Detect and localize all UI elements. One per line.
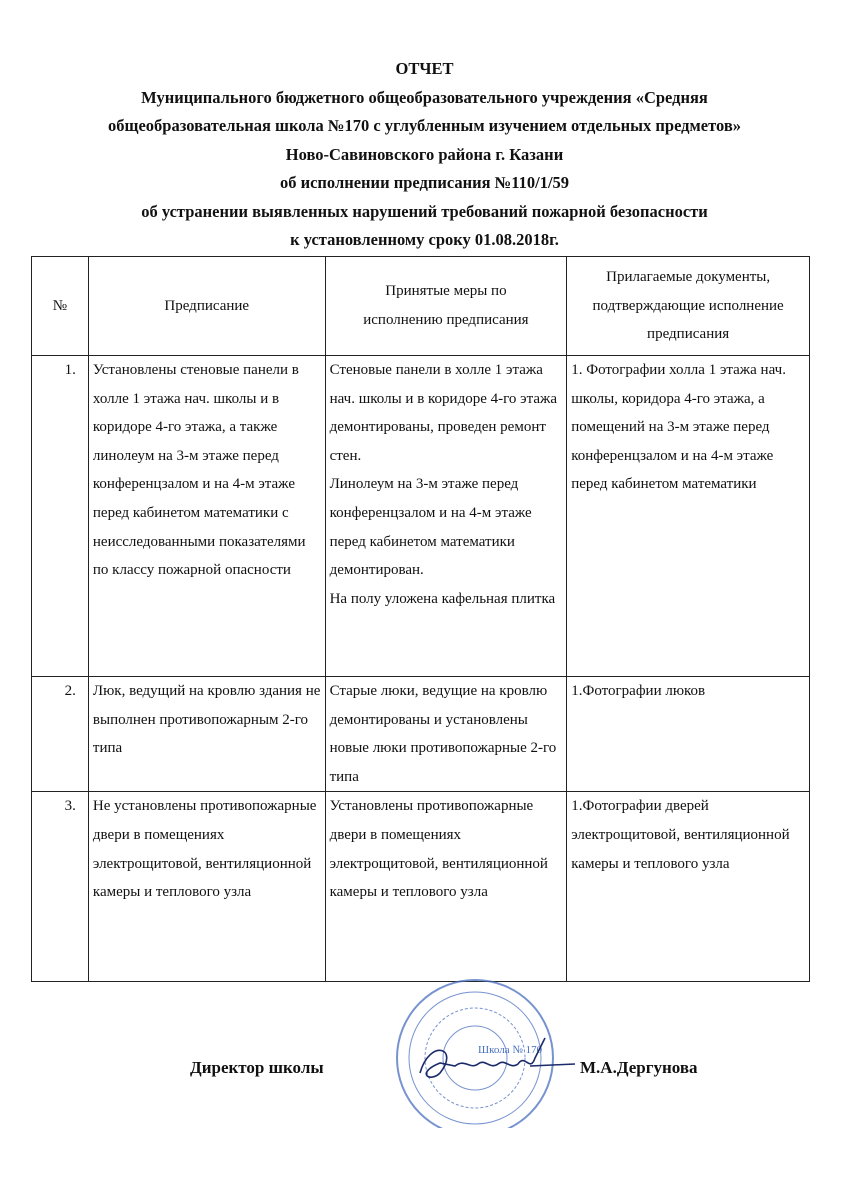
header-line: об устранении выявленных нарушений требований пожарной безопасности xyxy=(141,201,708,221)
documents-cell: 1.Фотографии дверей электрощитовой, вентиляционной камеры и теплового узла xyxy=(567,792,810,982)
column-header: Принятые меры по исполнению предписания xyxy=(325,257,567,356)
column-header: Предписание xyxy=(88,257,325,356)
table-row xyxy=(32,677,810,792)
report-table xyxy=(31,256,810,982)
measures-cell xyxy=(325,356,567,677)
header-line: Ново-Савиновского района г. Казани xyxy=(285,144,564,164)
signature-position: Директор школы xyxy=(190,1058,324,1077)
measures-cell xyxy=(325,677,567,792)
row-number: 1. xyxy=(32,356,89,677)
row-number: 3. xyxy=(32,792,89,982)
measures-cell xyxy=(325,792,567,982)
table-row xyxy=(32,792,810,982)
stamp-text: Школа № 170 xyxy=(478,1044,543,1056)
order-cell: Люк, ведущий на кровлю здания не выполнен противопожарным 2-го типа xyxy=(88,677,325,792)
measure-text: На полу уложена кафельная плитка xyxy=(329,590,556,607)
header-line: Муниципального бюджетного общеобразовательного учреждения «Средняя xyxy=(141,87,708,107)
header-line: общеобразовательная школа №170 с углубленным изучением отдельных предметов» xyxy=(108,116,741,135)
measure-text: Линолеум на 3-м этаже перед конференцзалом и на 4-м этаже перед кабинетом математики демонтирован. xyxy=(329,476,532,579)
signature-name: М.А.Дергунова xyxy=(580,1058,698,1077)
table-header-row xyxy=(32,257,810,356)
header-title: ОТЧЕТ xyxy=(395,59,454,78)
official-stamp xyxy=(370,978,580,1128)
measure-text: Установлены противопожарные двери в помещениях электрощитовой, вентиляционной камеры и теплового узла xyxy=(329,798,548,901)
report-header xyxy=(0,55,849,255)
column-header: № xyxy=(32,257,89,356)
row-number: 2. xyxy=(32,677,89,792)
table-row xyxy=(32,356,810,677)
documents-cell: 1. Фотографии холла 1 этажа нач. школы, коридора 4-го этажа, а помещений на 3-м этаже перед конференцзалом и на 4-м этаже перед кабинетом математики xyxy=(567,356,810,677)
order-cell: Установлены стеновые панели в холле 1 этажа нач. школы и в коридоре 4-го этажа, а также линолеум на 3-м этаже перед конференцзалом и на 4-м этаже перед кабинетом математики с неисследованными показателями по классу пожарной опасности xyxy=(88,356,325,677)
header-line: об исполнении предписания №110/1/59 xyxy=(279,173,570,192)
measure-text: Старые люки, ведущие на кровлю демонтированы и установлены новые люки противопожарные 2-го типа xyxy=(329,683,557,785)
order-cell: Не установлены противопожарные двери в помещениях электрощитовой, вентиляционной камеры и теплового узла xyxy=(88,792,325,982)
column-header: Прилагаемые документы, подтверждающие исполнение предписания xyxy=(567,257,810,356)
documents-cell: 1.Фотографии люков xyxy=(567,677,810,792)
measure-text: Стеновые панели в холле 1 этажа нач. школы и в коридоре 4-го этажа демонтированы, проведен ремонт стен. xyxy=(329,362,557,464)
header-line: к установленному сроку 01.08.2018г. xyxy=(290,230,559,249)
